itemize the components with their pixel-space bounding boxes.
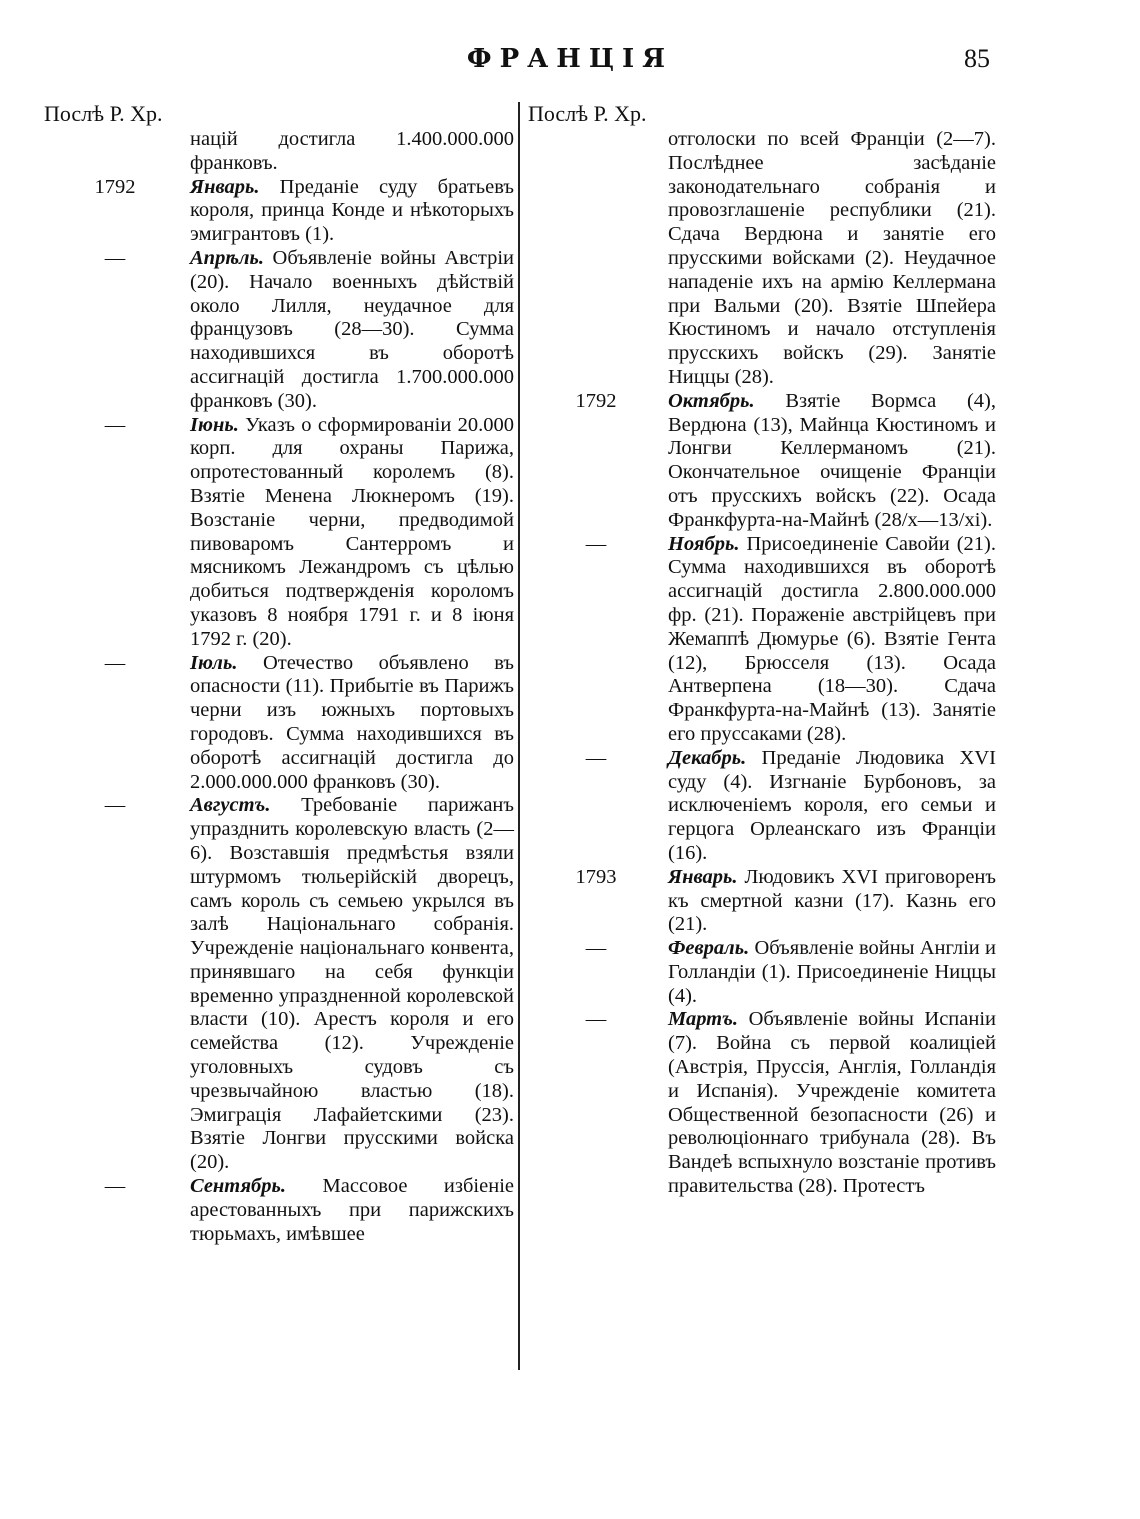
- entry-text: [668, 533, 996, 747]
- entry-body: Преданіе суду братьевъ короля, принца Конде и нѣкоторыхъ эмигрантовъ (1).: [190, 175, 514, 246]
- entry-text: [668, 390, 996, 533]
- entry-year: —: [104, 413, 126, 436]
- chronology-entry: [528, 937, 996, 1008]
- chronology-entry: [528, 390, 996, 533]
- entry-year: —: [585, 532, 607, 555]
- entry-text: [190, 128, 514, 176]
- entry-body: Объявленіе войны Англіи и Голландіи (1). Присоединеніе Ниццы (4).: [668, 937, 996, 1007]
- entry-body: Взятіе Вормса (4), Вердюна (13), Майнца Кюстиномъ и Лонгви Келлерманомъ (21). Окончательное очищеніе Франціи отъ прусскихъ войскъ (22). Осада Франкфурта-на-Майнѣ (28/х—13/хі).: [668, 389, 996, 531]
- column-divider: [518, 102, 520, 1370]
- entry-year: —: [585, 937, 607, 960]
- entry-text: [190, 176, 514, 247]
- entry-body: Присоединеніе Савойи (21). Сумма находившихся въ оборотѣ ассигнацій достигла 2.800.000.000 фр. (21). Пораженіе австрійцевъ при Жемаппѣ Дюмурье (6). Взятіе Гента (12), Брюсселя (13). Осада Антверпена (18—30). Сдача Франкфурта-на-Майнѣ (13). Занятіе его пруссаками (28).: [668, 532, 996, 745]
- entry-year: —: [104, 1175, 126, 1198]
- entry-body: націй достигла 1.400.000.000 франковъ.: [190, 128, 514, 174]
- entry-text: [190, 247, 514, 414]
- page-header: [0, 44, 1140, 84]
- entry-month: Октябрь.: [668, 389, 755, 412]
- page-number: 85: [964, 44, 990, 73]
- entry-year: —: [104, 246, 126, 269]
- right-column: [528, 100, 996, 1199]
- entry-month: Январь.: [668, 865, 738, 888]
- entry-month: Августъ.: [190, 794, 271, 817]
- chronology-entry: [44, 414, 514, 652]
- entry-text: [190, 1175, 514, 1246]
- chronology-entry: [528, 128, 996, 390]
- entry-month: Мартъ.: [668, 1008, 739, 1031]
- entry-body: Людовикъ XVI приговоренъ къ смертной казни (17). Казнь его (21).: [668, 865, 996, 936]
- entry-body: Отечество объявлено въ опасности (11). Прибытіе въ Парижъ черни изъ южныхъ портовыхъ городовъ. Сумма находившихся въ оборотѣ ассигнацій достигла до 2.000.000.000 франковъ (30).: [190, 651, 514, 793]
- chronology-entry: [44, 128, 514, 176]
- entry-text: [668, 128, 996, 390]
- entry-year: —: [104, 651, 126, 674]
- entry-text: [668, 866, 996, 937]
- chronology-entry: [528, 747, 996, 866]
- entry-body: Преданіе Людовика XVI суду (4). Изгнаніе Бурбоновъ, за исключеніемъ короля, его семьи и герцога Орлеанскаго изъ Франціи (16).: [668, 746, 996, 864]
- chronology-entry: [44, 176, 514, 247]
- entry-year: —: [585, 746, 607, 769]
- entry-month: Ноябрь.: [668, 532, 740, 555]
- entry-year: 1793: [575, 865, 617, 888]
- chronology-entry: [44, 1175, 514, 1246]
- entry-month: Декабрь.: [668, 746, 747, 769]
- chronology-entry: [44, 652, 514, 795]
- entry-text: [668, 937, 996, 1008]
- entry-body: Объявленіе войны Испаніи (7). Война съ первой коалиціей (Австрія, Пруссія, Англія, Голландія и Испанія). Учрежденіе комитета Общественной безопасности (26) и революціоннаго трибунала (28). Въ Вандеѣ вспыхнуло возстаніе противъ правительства (28). Протестъ: [668, 1008, 996, 1198]
- entry-body: отголоски по всей Франціи (2—7). Послѣднее засѣданіе законодательнаго собранія и провозглашеніе республики (21). Сдача Вердюна и занятіе его прусскими войсками (2). Неудачное нападеніе ихъ на армію Келлермана при Вальми (20). Взятіе Шпейера Кюстиномъ и начало отступленія прусскихъ войскъ (29). Занятіе Ниццы (28).: [668, 128, 996, 388]
- entry-month: Февраль.: [668, 937, 750, 960]
- entry-year: 1792: [575, 389, 617, 412]
- entry-year: [44, 128, 190, 176]
- entry-body: Требованіе парижанъ упразднить королевскую власть (2—6). Возставшія предмѣстья взяли штурмомъ тюльерійскій дворецъ, самъ король съ семьею укрылся въ залѣ Національнаго собранія. Учрежденіе національнаго конвента, принявшаго на себя функціи временно упраздненной королевской власти (10). Арестъ короля и его семейства (12). Учрежденіе уголовныхъ судовъ съ чрезвычайною властью (18). Эмиграція Лафайетскими (23). Взятіе Лонгви прусскими войска (20).: [190, 794, 514, 1174]
- entry-text: [190, 652, 514, 795]
- entry-text: [668, 1008, 996, 1198]
- chronology-entry: [528, 1008, 996, 1198]
- entry-text: [668, 747, 996, 866]
- chronology-entry: [44, 247, 514, 414]
- page-title: ФРАНЦІЯ: [466, 44, 674, 74]
- left-column: [44, 100, 514, 1246]
- entry-year: —: [104, 794, 126, 817]
- entry-month: Сентябрь.: [190, 1175, 287, 1198]
- chronology-entry: [528, 533, 996, 747]
- entry-text: [190, 414, 514, 652]
- entry-body: Объявленіе войны Австріи (20). Начало военныхъ дѣйствій около Лилля, неудачное для французовъ (28—30). Сумма находившихся въ оборотѣ ассигнацій достигла 1.700.000.000 франковъ (30).: [190, 246, 514, 412]
- entry-year: [528, 128, 668, 390]
- entry-month: Апрѣль.: [190, 246, 265, 269]
- entry-body: Массовое избіеніе арестованныхъ при парижскихъ тюрьмахъ, имѣвшее: [190, 1175, 514, 1245]
- era-label: Послѣ Р. Хр.: [44, 101, 163, 126]
- era-label: Послѣ Р. Хр.: [528, 101, 647, 126]
- chronology-entry: [44, 794, 514, 1175]
- entry-text: [190, 794, 514, 1175]
- entry-year: —: [585, 1008, 607, 1031]
- entry-month: Январь.: [190, 175, 260, 198]
- entry-month: Іюнь.: [190, 413, 239, 436]
- entry-body: Указъ о сформированіи 20.000 корп. для охраны Парижа, опротестованный королемъ (8). Взятіе Менена Люкнеромъ (19). Возстаніе черни, предводимой пивоваромъ Сантерромъ и мясникомъ Лежандромъ съ цѣлью добиться подтвержденія короломъ указовъ 8 ноября 1791 г. и 8 іюня 1792 г. (20).: [190, 413, 514, 650]
- entry-month: Іюль.: [190, 651, 238, 674]
- chronology-entry: [528, 866, 996, 937]
- entry-year: 1792: [94, 175, 136, 198]
